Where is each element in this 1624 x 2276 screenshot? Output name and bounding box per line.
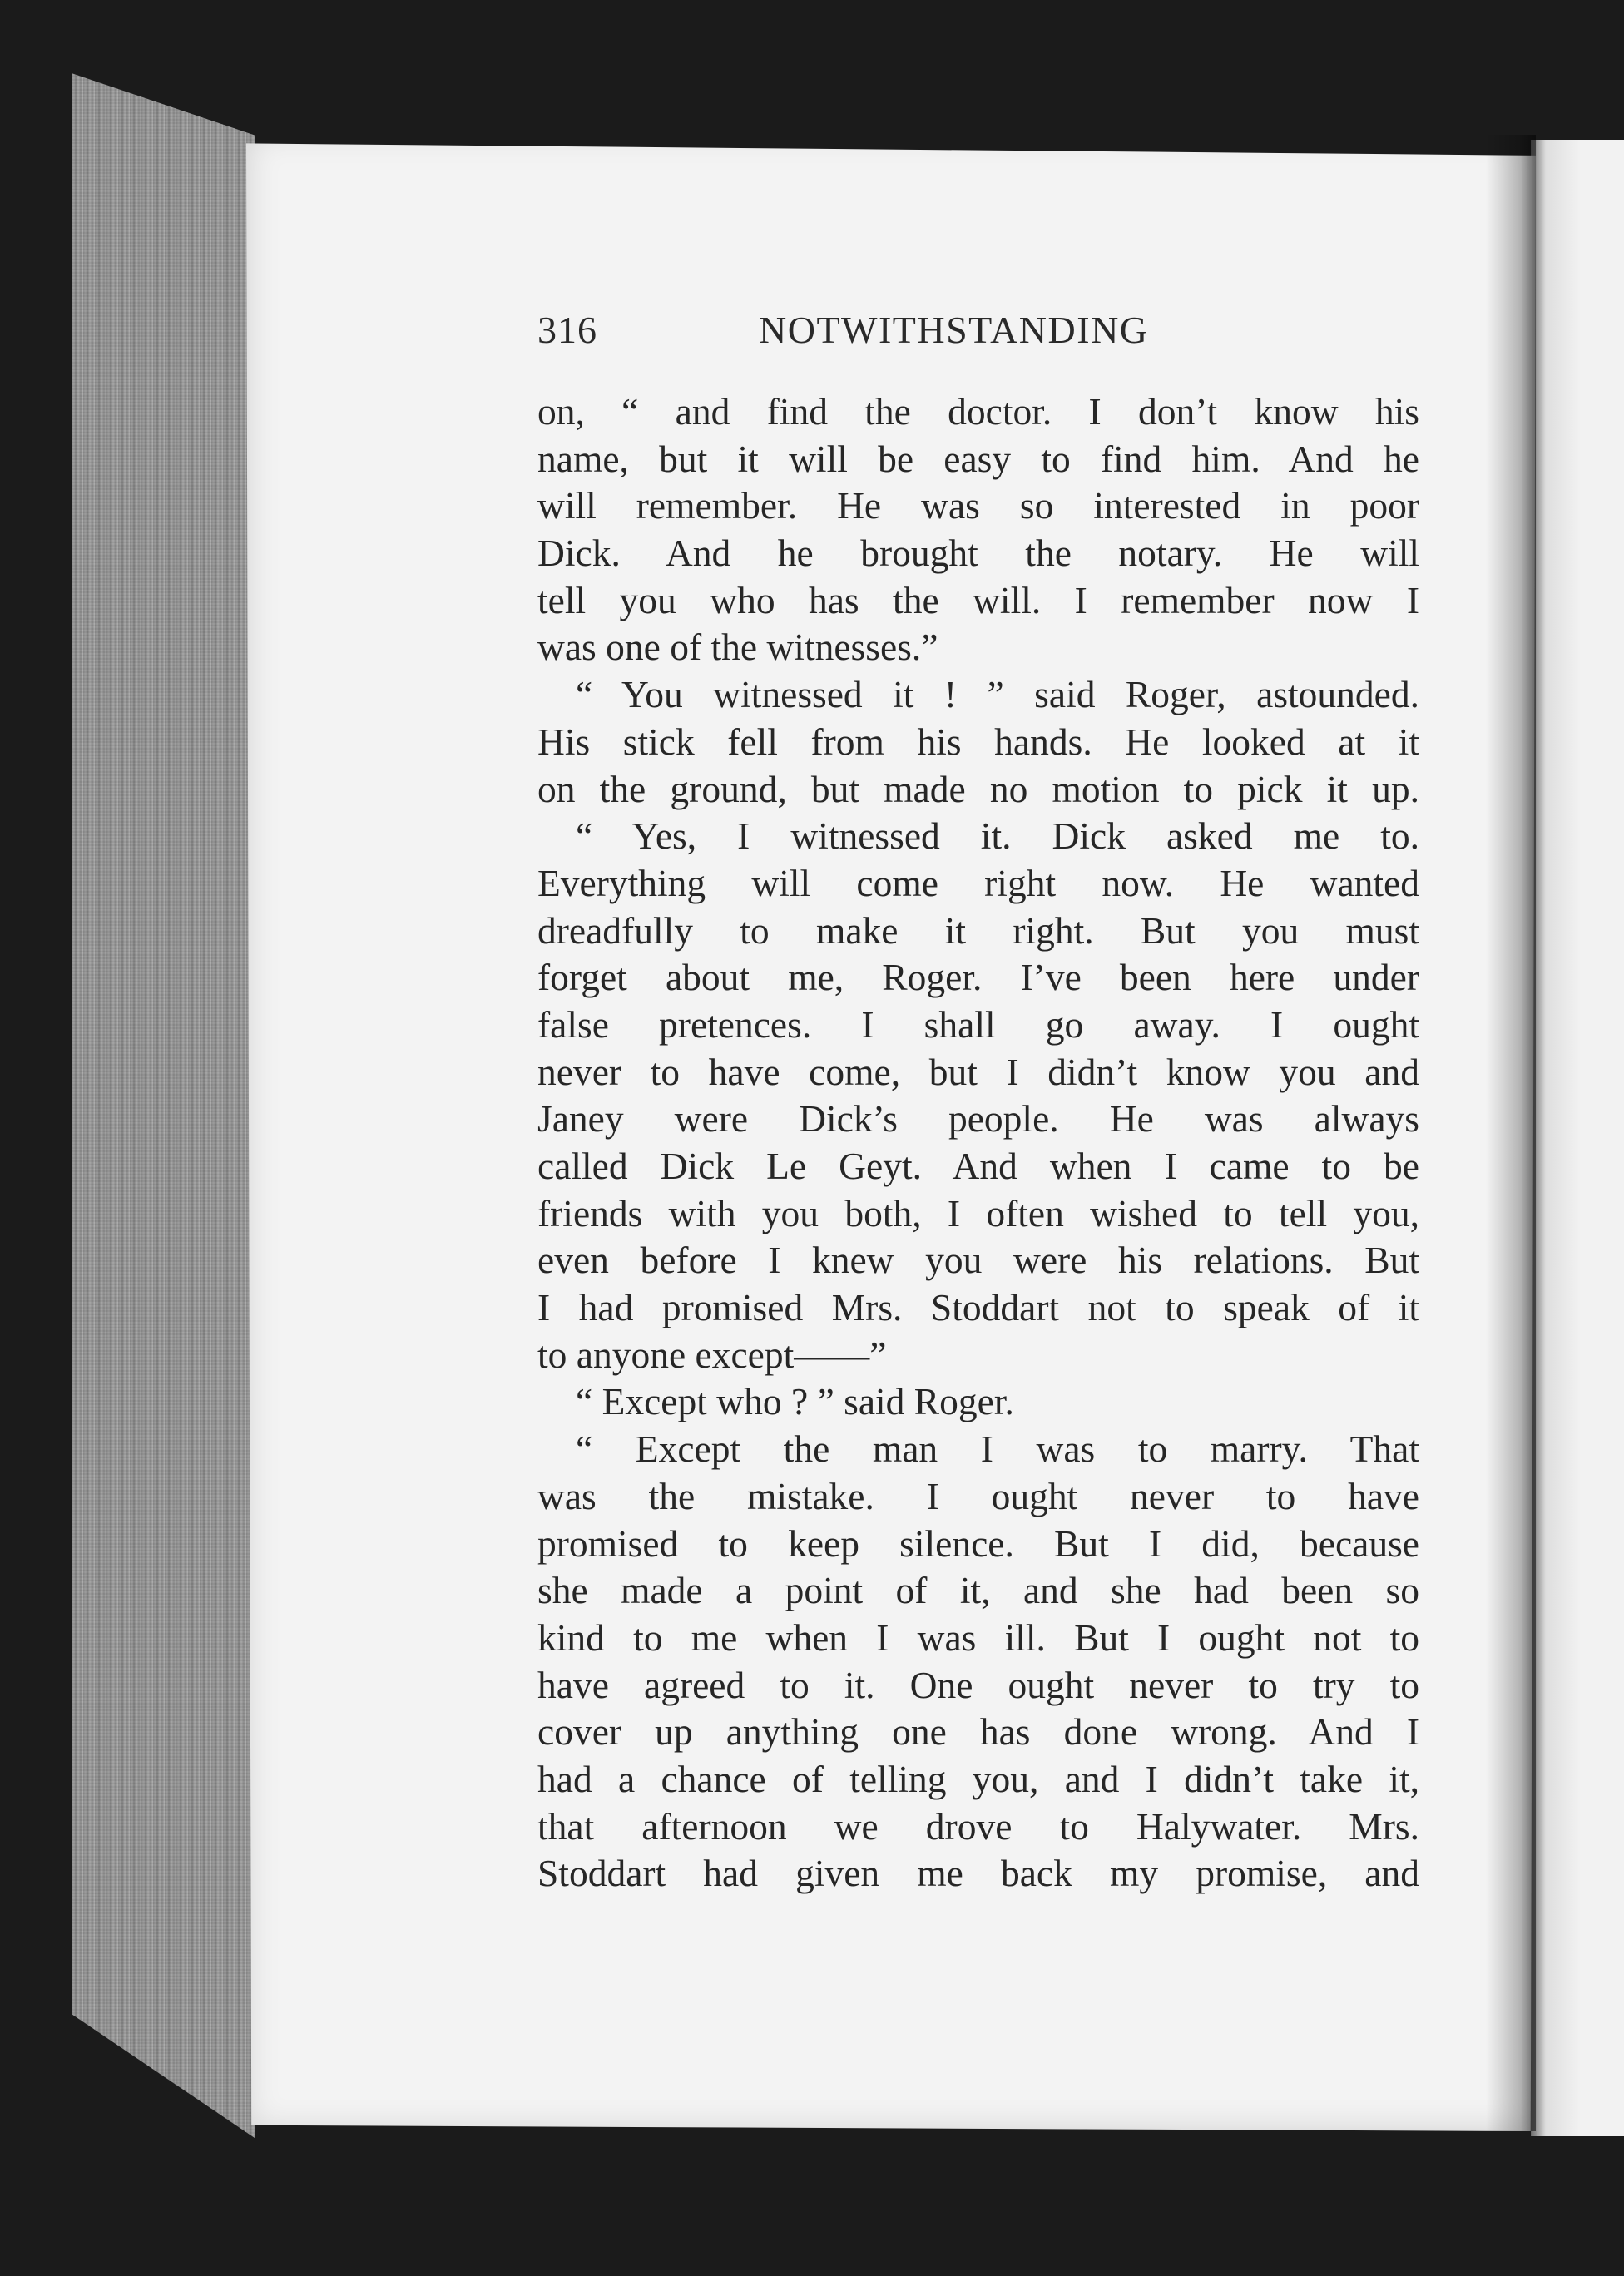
body-text bbox=[537, 388, 1419, 1897]
running-title: NOTWITHSTANDING bbox=[759, 309, 1149, 351]
text-line: had a chance of telling you, and I didn’t take it, bbox=[537, 1757, 1419, 1800]
text-line: was the mistake. I ought never to have bbox=[537, 1474, 1419, 1517]
page-header bbox=[537, 308, 1419, 358]
text-line: Everything will come right now. He wanted bbox=[537, 861, 1419, 904]
text-line: Dick. And he brought the notary. He will bbox=[537, 532, 1419, 575]
text-line: will remember. He was so interested in poor bbox=[537, 484, 1419, 527]
text-line: Stoddart had given me back my promise, and bbox=[537, 1852, 1419, 1895]
text-line: “ Yes, I witnessed it. Dick asked me to. bbox=[576, 814, 1419, 858]
text-line: “ Except who ? ” said Roger. bbox=[576, 1380, 1014, 1423]
page-number: 316 bbox=[537, 309, 597, 351]
text-line: cover up anything one has done wrong. And I bbox=[537, 1710, 1419, 1754]
text-line: even before I knew you were his relations. But bbox=[537, 1239, 1419, 1282]
text-line: Janey were Dick’s people. He was always bbox=[537, 1097, 1419, 1140]
text-line: name, but it will be easy to find him. And he bbox=[537, 437, 1419, 480]
text-line: friends with you both, I often wished to tell you, bbox=[537, 1191, 1419, 1234]
text-line: that afternoon we drove to Halywater. Mrs. bbox=[537, 1804, 1419, 1848]
text-line: kind to me when I was ill. But I ought not to bbox=[537, 1615, 1419, 1659]
page-gutter-shadow bbox=[1486, 135, 1536, 2131]
text-line: was one of the witnesses.” bbox=[537, 626, 938, 669]
text-line: promised to keep silence. But I did, because bbox=[537, 1521, 1419, 1565]
text-line: have agreed to it. One ought never to try to bbox=[537, 1663, 1419, 1706]
text-line: on, “ and find the doctor. I don’t know his bbox=[537, 390, 1419, 433]
text-line: to anyone except——” bbox=[537, 1333, 887, 1376]
text-line: on the ground, but made no motion to pick it up. bbox=[537, 767, 1419, 810]
text-line: forget about me, Roger. I’ve been here under bbox=[537, 956, 1419, 999]
text-line: “ Except the man I was to marry. That bbox=[576, 1427, 1419, 1471]
text-line: “ You witnessed it ! ” said Roger, astounded. bbox=[576, 673, 1419, 716]
text-line: I had promised Mrs. Stoddart not to speak of it bbox=[537, 1286, 1419, 1329]
facing-page bbox=[1531, 140, 1624, 2136]
text-line: dreadfully to make it right. But you must bbox=[537, 908, 1419, 952]
text-line: she made a point of it, and she had been so bbox=[537, 1569, 1419, 1612]
text-line: His stick fell from his hands. He looked at it bbox=[537, 720, 1419, 763]
text-line: false pretences. I shall go away. I ought bbox=[537, 1002, 1419, 1046]
text-line: never to have come, but I didn’t know you and bbox=[537, 1050, 1419, 1093]
text-line: called Dick Le Geyt. And when I came to be bbox=[537, 1145, 1419, 1187]
book-page-edges bbox=[72, 73, 255, 2138]
text-line: tell you who has the will. I remember now I bbox=[537, 578, 1419, 621]
